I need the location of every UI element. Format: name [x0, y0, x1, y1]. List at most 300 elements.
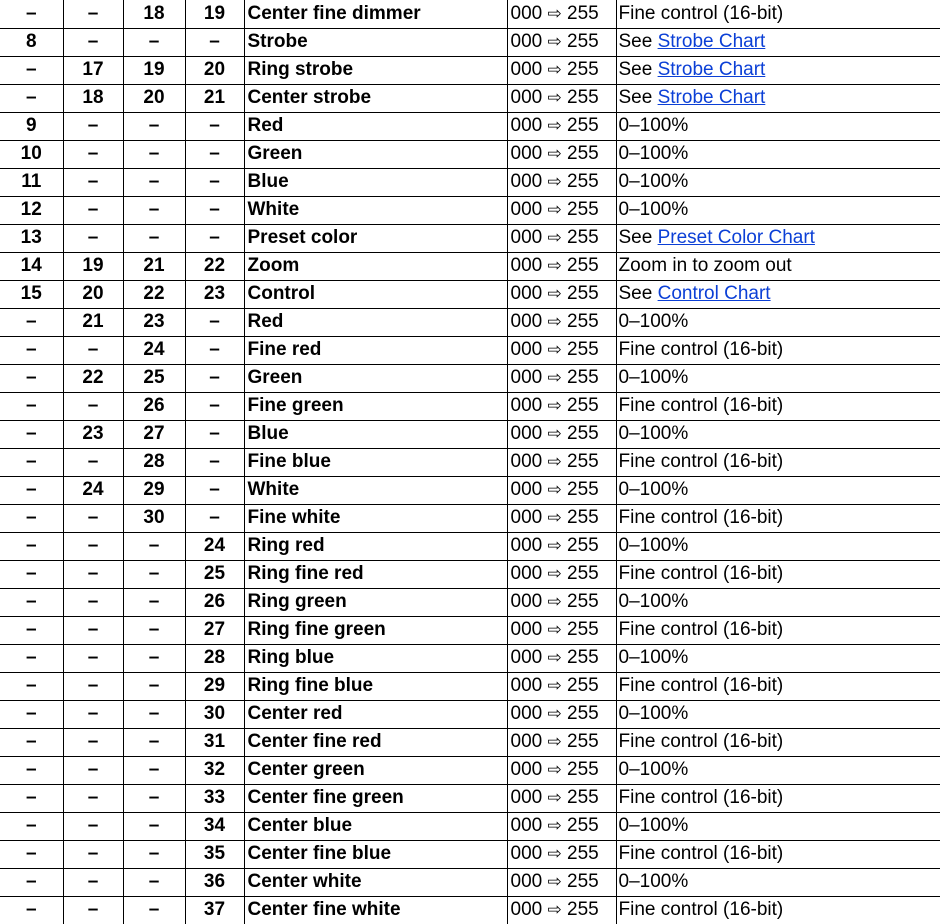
description-text: 0–100% — [618, 143, 689, 164]
right-arrow-icon: ⇨ — [547, 340, 562, 360]
channel-c3-cell: – — [123, 700, 185, 728]
right-arrow-icon: ⇨ — [547, 648, 562, 668]
description-cell — [616, 756, 940, 784]
description-text: 0–100% — [618, 703, 689, 724]
description-text: Fine control (16-bit) — [618, 787, 784, 808]
channel-c1-cell: 11 — [0, 168, 63, 196]
channel-c3-cell: – — [123, 756, 185, 784]
value-range-cell — [507, 392, 616, 420]
channel-c3-cell: – — [123, 224, 185, 252]
channel-c2-cell: – — [63, 728, 123, 756]
table-row — [0, 812, 940, 840]
channel-c2-cell: – — [63, 756, 123, 784]
channel-c4-cell: 21 — [185, 84, 244, 112]
channel-c3-cell: 28 — [123, 448, 185, 476]
channel-c1-cell: 14 — [0, 252, 63, 280]
channel-c2-cell: – — [63, 588, 123, 616]
table-row — [0, 0, 940, 28]
value-from: 000 — [510, 143, 543, 164]
table-row — [0, 196, 940, 224]
description-text: See — [618, 31, 658, 52]
right-arrow-icon: ⇨ — [547, 424, 562, 444]
channel-c2-cell: – — [63, 336, 123, 364]
value-range-cell — [507, 28, 616, 56]
channel-c4-cell: 20 — [185, 56, 244, 84]
description-cell — [616, 364, 940, 392]
channel-c2-cell: – — [63, 812, 123, 840]
channel-c3-cell: 19 — [123, 56, 185, 84]
channel-c3-cell: – — [123, 168, 185, 196]
channel-c1-cell: – — [0, 644, 63, 672]
table-row — [0, 644, 940, 672]
description-cell — [616, 420, 940, 448]
value-to: 255 — [567, 647, 599, 668]
channel-c1-cell: – — [0, 532, 63, 560]
channel-c1-cell: 9 — [0, 112, 63, 140]
channel-c3-cell: 29 — [123, 476, 185, 504]
channel-c4-cell: 36 — [185, 868, 244, 896]
channel-c1-cell: – — [0, 672, 63, 700]
right-arrow-icon: ⇨ — [547, 200, 562, 220]
value-to: 255 — [567, 619, 599, 640]
value-range-cell — [507, 896, 616, 924]
table-row — [0, 336, 940, 364]
description-cell — [616, 112, 940, 140]
value-to: 255 — [567, 899, 599, 921]
value-from: 000 — [510, 815, 543, 836]
value-to: 255 — [567, 423, 599, 444]
channel-c4-cell: – — [185, 168, 244, 196]
right-arrow-icon: ⇨ — [547, 144, 562, 164]
value-range-cell — [507, 196, 616, 224]
right-arrow-icon: ⇨ — [547, 60, 562, 80]
value-to: 255 — [567, 87, 599, 108]
value-range-cell — [507, 672, 616, 700]
channel-c4-cell: – — [185, 140, 244, 168]
channel-c4-cell: 24 — [185, 532, 244, 560]
chart-link[interactable]: Strobe Chart — [657, 59, 766, 80]
channel-c1-cell: – — [0, 756, 63, 784]
value-from: 000 — [510, 115, 543, 136]
value-to: 255 — [567, 171, 599, 192]
channel-c1-cell: – — [0, 840, 63, 868]
right-arrow-icon: ⇨ — [547, 620, 562, 640]
function-cell: Fine white — [244, 504, 507, 532]
right-arrow-icon: ⇨ — [547, 788, 562, 808]
function-cell: White — [244, 476, 507, 504]
channel-c4-cell: – — [185, 448, 244, 476]
description-cell — [616, 140, 940, 168]
description-text: See — [618, 87, 658, 108]
value-range-cell — [507, 308, 616, 336]
value-to: 255 — [567, 143, 599, 164]
value-range-cell — [507, 532, 616, 560]
channel-c2-cell: 22 — [63, 364, 123, 392]
table-row — [0, 868, 940, 896]
right-arrow-icon: ⇨ — [547, 32, 562, 52]
value-range-cell — [507, 280, 616, 308]
channel-c1-cell: – — [0, 868, 63, 896]
description-text: See — [618, 283, 658, 304]
description-text: See — [618, 59, 658, 80]
channel-c1-cell: – — [0, 0, 63, 28]
channel-c2-cell: – — [63, 896, 123, 924]
channel-c2-cell: – — [63, 644, 123, 672]
description-text: Fine control (16-bit) — [618, 2, 784, 24]
channel-c2-cell: – — [63, 448, 123, 476]
value-to: 255 — [567, 479, 599, 500]
description-text: 0–100% — [618, 815, 689, 836]
value-to: 255 — [567, 563, 599, 584]
value-from: 000 — [510, 591, 543, 612]
function-cell: Ring green — [244, 588, 507, 616]
description-text: Fine control (16-bit) — [618, 731, 784, 752]
channel-c4-cell: – — [185, 364, 244, 392]
channel-c2-cell: – — [63, 672, 123, 700]
value-to: 255 — [567, 367, 599, 388]
table-row — [0, 532, 940, 560]
channel-c4-cell: 27 — [185, 616, 244, 644]
value-to: 255 — [567, 227, 599, 248]
channel-c1-cell: – — [0, 84, 63, 112]
channel-c3-cell: 21 — [123, 252, 185, 280]
channel-c1-cell: – — [0, 56, 63, 84]
description-cell — [616, 728, 940, 756]
channel-c3-cell: 18 — [123, 0, 185, 28]
description-cell — [616, 616, 940, 644]
channel-c3-cell: – — [123, 588, 185, 616]
value-to: 255 — [567, 115, 599, 136]
value-to: 255 — [567, 199, 599, 220]
description-cell — [616, 392, 940, 420]
description-cell — [616, 224, 940, 252]
right-arrow-icon: ⇨ — [547, 368, 562, 388]
value-range-cell — [507, 756, 616, 784]
channel-c4-cell: – — [185, 336, 244, 364]
function-cell: Red — [244, 112, 507, 140]
channel-c4-cell: – — [185, 196, 244, 224]
value-to: 255 — [567, 759, 599, 780]
channel-c2-cell: – — [63, 700, 123, 728]
description-cell — [616, 28, 940, 56]
right-arrow-icon: ⇨ — [547, 872, 562, 892]
right-arrow-icon: ⇨ — [547, 704, 562, 724]
function-cell: White — [244, 196, 507, 224]
description-cell — [616, 84, 940, 112]
value-to: 255 — [567, 535, 599, 556]
channel-c3-cell: 20 — [123, 84, 185, 112]
right-arrow-icon: ⇨ — [547, 844, 562, 864]
value-to: 255 — [567, 2, 599, 24]
channel-c1-cell: – — [0, 700, 63, 728]
value-to: 255 — [567, 815, 599, 836]
description-cell — [616, 588, 940, 616]
description-text: 0–100% — [618, 199, 689, 220]
value-from: 000 — [510, 423, 543, 444]
description-text: Fine control (16-bit) — [618, 619, 784, 640]
channel-c4-cell: 37 — [185, 896, 244, 924]
description-text: 0–100% — [618, 479, 689, 500]
table-row — [0, 224, 940, 252]
value-to: 255 — [567, 787, 599, 808]
value-from: 000 — [510, 619, 543, 640]
value-range-cell — [507, 644, 616, 672]
table-row — [0, 168, 940, 196]
description-text: Zoom in to zoom out — [618, 255, 792, 276]
function-cell: Preset color — [244, 224, 507, 252]
right-arrow-icon: ⇨ — [547, 732, 562, 752]
description-cell — [616, 168, 940, 196]
function-cell: Center fine green — [244, 784, 507, 812]
right-arrow-icon: ⇨ — [547, 900, 562, 921]
function-cell: Ring fine blue — [244, 672, 507, 700]
value-range-cell — [507, 420, 616, 448]
value-from: 000 — [510, 255, 543, 276]
description-cell — [616, 812, 940, 840]
channel-c2-cell: 21 — [63, 308, 123, 336]
value-to: 255 — [567, 591, 599, 612]
channel-c4-cell: – — [185, 112, 244, 140]
function-cell: Ring fine green — [244, 616, 507, 644]
channel-c2-cell: – — [63, 560, 123, 588]
description-text: Fine control (16-bit) — [618, 563, 784, 584]
table-row — [0, 364, 940, 392]
channel-c3-cell: 24 — [123, 336, 185, 364]
value-from: 000 — [510, 843, 543, 864]
channel-c3-cell: – — [123, 896, 185, 924]
channel-c4-cell: 25 — [185, 560, 244, 588]
channel-c4-cell: 19 — [185, 0, 244, 28]
table-row — [0, 560, 940, 588]
value-range-cell — [507, 476, 616, 504]
channel-c3-cell: – — [123, 196, 185, 224]
channel-c2-cell: – — [63, 532, 123, 560]
channel-c2-cell: – — [63, 196, 123, 224]
chart-link[interactable]: Preset Color Chart — [657, 227, 815, 248]
right-arrow-icon: ⇨ — [547, 676, 562, 696]
channel-c4-cell: 33 — [185, 784, 244, 812]
channel-c1-cell: – — [0, 560, 63, 588]
value-from: 000 — [510, 339, 543, 360]
channel-c4-cell: 23 — [185, 280, 244, 308]
channel-c1-cell: – — [0, 896, 63, 924]
value-from: 000 — [510, 31, 543, 52]
value-to: 255 — [567, 843, 599, 864]
value-range-cell — [507, 84, 616, 112]
table-row — [0, 448, 940, 476]
function-cell: Ring fine red — [244, 560, 507, 588]
table-row — [0, 252, 940, 280]
channel-c2-cell: – — [63, 392, 123, 420]
description-text: 0–100% — [618, 171, 689, 192]
table-row — [0, 84, 940, 112]
channel-c3-cell: 25 — [123, 364, 185, 392]
channel-c4-cell: 32 — [185, 756, 244, 784]
table-row — [0, 588, 940, 616]
value-to: 255 — [567, 703, 599, 724]
description-cell — [616, 252, 940, 280]
function-cell: Center fine white — [244, 896, 507, 924]
function-cell: Ring blue — [244, 644, 507, 672]
channel-c3-cell: – — [123, 812, 185, 840]
value-range-cell — [507, 252, 616, 280]
channel-c3-cell: – — [123, 644, 185, 672]
description-cell — [616, 644, 940, 672]
function-cell: Control — [244, 280, 507, 308]
value-from: 000 — [510, 563, 543, 584]
value-from: 000 — [510, 311, 543, 332]
value-to: 255 — [567, 59, 599, 80]
right-arrow-icon: ⇨ — [547, 760, 562, 780]
value-to: 255 — [567, 871, 599, 892]
channel-c1-cell: 8 — [0, 28, 63, 56]
function-cell: Center fine red — [244, 728, 507, 756]
channel-c1-cell: 12 — [0, 196, 63, 224]
function-cell: Red — [244, 308, 507, 336]
chart-link[interactable]: Strobe Chart — [657, 31, 766, 52]
function-cell: Center fine blue — [244, 840, 507, 868]
channel-c3-cell: – — [123, 532, 185, 560]
description-cell — [616, 896, 940, 924]
value-range-cell — [507, 868, 616, 896]
channel-c1-cell: – — [0, 392, 63, 420]
channel-c4-cell: – — [185, 392, 244, 420]
value-to: 255 — [567, 283, 599, 304]
description-text: Fine control (16-bit) — [618, 507, 784, 528]
description-cell — [616, 280, 940, 308]
channel-c2-cell: – — [63, 112, 123, 140]
value-from: 000 — [510, 171, 543, 192]
table-row — [0, 616, 940, 644]
value-range-cell — [507, 0, 616, 28]
channel-c2-cell: – — [63, 140, 123, 168]
right-arrow-icon: ⇨ — [547, 284, 562, 304]
value-from: 000 — [510, 759, 543, 780]
value-from: 000 — [510, 451, 543, 472]
description-text: Fine control (16-bit) — [618, 843, 784, 864]
value-range-cell — [507, 140, 616, 168]
value-from: 000 — [510, 199, 543, 220]
description-text: Fine control (16-bit) — [618, 395, 784, 416]
description-cell — [616, 840, 940, 868]
description-cell — [616, 308, 940, 336]
value-from: 000 — [510, 479, 543, 500]
description-text: 0–100% — [618, 871, 689, 892]
chart-link[interactable]: Strobe Chart — [657, 87, 766, 108]
value-range-cell — [507, 588, 616, 616]
description-text: 0–100% — [618, 423, 689, 444]
chart-link[interactable]: Control Chart — [657, 283, 771, 304]
description-text: Fine control (16-bit) — [618, 451, 784, 472]
channel-c2-cell: 18 — [63, 84, 123, 112]
channel-c1-cell: – — [0, 476, 63, 504]
value-range-cell — [507, 616, 616, 644]
value-range-cell — [507, 812, 616, 840]
value-from: 000 — [510, 395, 543, 416]
channel-c3-cell: 22 — [123, 280, 185, 308]
description-cell — [616, 196, 940, 224]
value-range-cell — [507, 56, 616, 84]
description-cell — [616, 336, 940, 364]
function-cell: Center strobe — [244, 84, 507, 112]
value-to: 255 — [567, 395, 599, 416]
function-cell: Blue — [244, 420, 507, 448]
value-range-cell — [507, 336, 616, 364]
right-arrow-icon: ⇨ — [547, 396, 562, 416]
channel-c3-cell: – — [123, 840, 185, 868]
table-row — [0, 672, 940, 700]
right-arrow-icon: ⇨ — [547, 592, 562, 612]
channel-c2-cell: – — [63, 840, 123, 868]
table-row — [0, 840, 940, 868]
table-row — [0, 420, 940, 448]
channel-c2-cell: 24 — [63, 476, 123, 504]
description-text: 0–100% — [618, 115, 689, 136]
description-cell — [616, 532, 940, 560]
channel-c3-cell: 26 — [123, 392, 185, 420]
right-arrow-icon: ⇨ — [547, 312, 562, 332]
value-from: 000 — [510, 367, 543, 388]
channel-c2-cell: 17 — [63, 56, 123, 84]
value-from: 000 — [510, 675, 543, 696]
channel-c3-cell: 27 — [123, 420, 185, 448]
channel-c1-cell: – — [0, 504, 63, 532]
value-range-cell — [507, 168, 616, 196]
channel-c2-cell: – — [63, 616, 123, 644]
channel-c4-cell: 28 — [185, 644, 244, 672]
value-from: 000 — [510, 703, 543, 724]
description-text: Fine control (16-bit) — [618, 899, 784, 921]
right-arrow-icon: ⇨ — [547, 256, 562, 276]
channel-c2-cell: 19 — [63, 252, 123, 280]
value-range-cell — [507, 784, 616, 812]
channel-c3-cell: – — [123, 784, 185, 812]
value-from: 000 — [510, 535, 543, 556]
table-row — [0, 112, 940, 140]
function-cell: Zoom — [244, 252, 507, 280]
table-row — [0, 504, 940, 532]
value-to: 255 — [567, 731, 599, 752]
value-to: 255 — [567, 311, 599, 332]
channel-c2-cell: 20 — [63, 280, 123, 308]
value-to: 255 — [567, 507, 599, 528]
value-to: 255 — [567, 31, 599, 52]
channel-c4-cell: 26 — [185, 588, 244, 616]
value-from: 000 — [510, 647, 543, 668]
channel-c4-cell: – — [185, 476, 244, 504]
channel-c4-cell: – — [185, 28, 244, 56]
value-range-cell — [507, 728, 616, 756]
channel-c4-cell: – — [185, 420, 244, 448]
channel-c1-cell: – — [0, 308, 63, 336]
table-row — [0, 756, 940, 784]
channel-c3-cell: – — [123, 28, 185, 56]
channel-c3-cell: – — [123, 728, 185, 756]
channel-c1-cell: – — [0, 336, 63, 364]
right-arrow-icon: ⇨ — [547, 480, 562, 500]
channel-c1-cell: – — [0, 812, 63, 840]
channel-c3-cell: 30 — [123, 504, 185, 532]
channel-c4-cell: – — [185, 224, 244, 252]
value-from: 000 — [510, 87, 543, 108]
table-row — [0, 896, 940, 924]
description-text: 0–100% — [618, 591, 689, 612]
table-row — [0, 700, 940, 728]
value-to: 255 — [567, 675, 599, 696]
description-cell — [616, 672, 940, 700]
table-row — [0, 280, 940, 308]
description-cell — [616, 56, 940, 84]
